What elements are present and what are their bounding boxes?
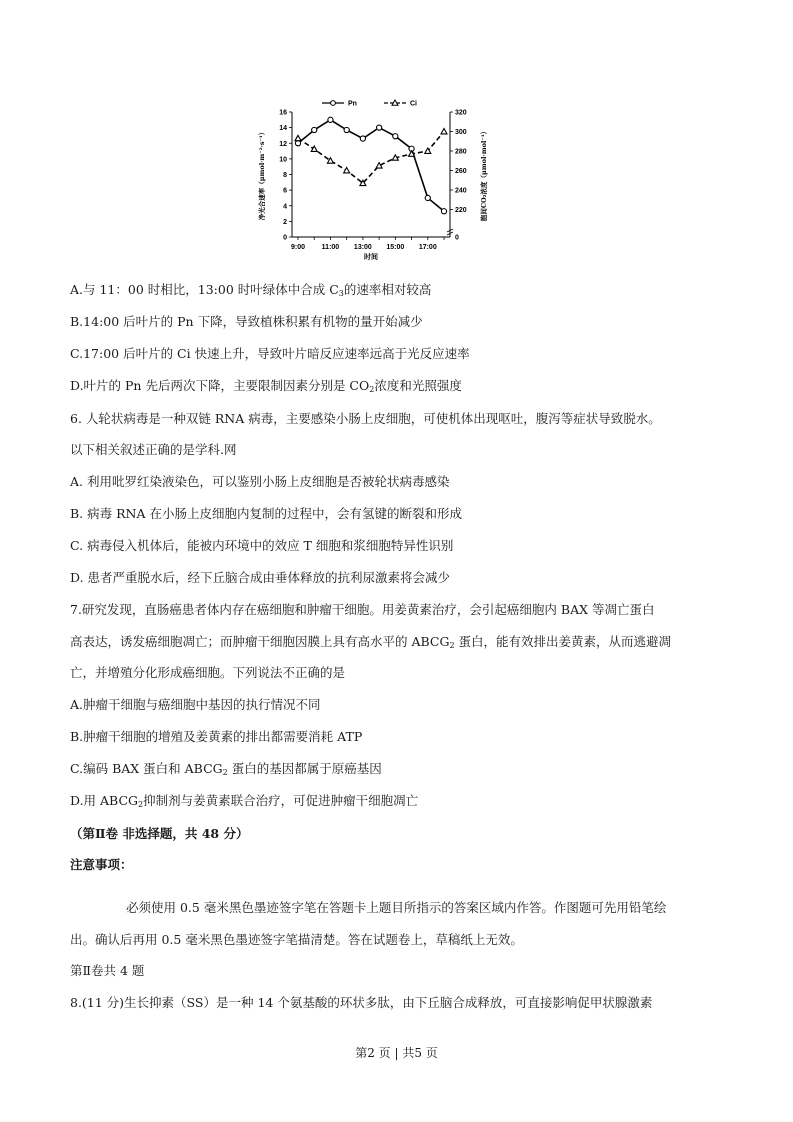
- data-point-Ci: [392, 155, 398, 160]
- text-segment: 蛋白的基因都属于原癌基因: [227, 761, 382, 776]
- text-line: [70, 411, 661, 427]
- data-point-Pn: [360, 136, 365, 141]
- text-segment: （第Ⅱ卷 非选择题，共 48 分）: [70, 826, 249, 841]
- text-line: [70, 346, 470, 362]
- text-segment: A.与 11：00 时相比，13:00 时叶绿体中合成 C: [70, 282, 339, 297]
- x-tick-label: 9:00: [290, 244, 306, 251]
- text-line: [70, 793, 418, 809]
- left-tick-label: 0: [283, 234, 287, 242]
- right-tick-label: 0: [455, 234, 459, 242]
- left-tick-label: 10: [279, 156, 287, 164]
- legend-label-Pn: Pn: [348, 100, 357, 108]
- left-tick-label: 8: [283, 172, 287, 179]
- right-tick-label: 260: [455, 168, 467, 175]
- legend-label-Ci: Ci: [410, 100, 417, 108]
- text-segment: B.肿瘤干细胞的增殖及姜黄素的排出都需要消耗 ATP: [70, 729, 363, 744]
- text-segment: 的速率相对较高: [343, 282, 432, 297]
- x-tick-label: 15:00: [386, 244, 405, 251]
- text-segment: 8.(11 分)生长抑素（SS）是一种 14 个氨基酸的环状多肽，由下丘脑合成释放，可直接影响促甲状腺激素: [70, 995, 653, 1010]
- x-axis-label: 时间: [364, 252, 378, 261]
- text-segment: A. 利用吡罗红染液染色，可以鉴别小肠上皮细胞是否被轮状病毒感染: [70, 474, 450, 489]
- series-line-Ci: [298, 132, 444, 184]
- text-segment: 蛋白，能有效排出姜黄素，从而逃避凋: [454, 634, 672, 649]
- subscript: 3: [338, 289, 344, 298]
- data-point-Ci: [425, 148, 431, 153]
- left-tick-label: 4: [283, 203, 287, 211]
- data-point-Pn: [295, 141, 300, 146]
- left-tick-label: 2: [283, 218, 287, 226]
- text-segment: 出。确认后再用 0.5 毫米黑色墨迹签字笔描清楚。答在试题卷上，草稿纸上无效。: [70, 932, 523, 947]
- text-segment: C.编码 BAX 蛋白和 ABCG: [70, 761, 223, 776]
- data-point-Ci: [441, 129, 447, 134]
- text-line: [70, 729, 362, 745]
- text-segment: 注意事项：: [70, 857, 133, 872]
- text-segment: C. 病毒侵入机体后，能被内环境中的效应 T 细胞和浆细胞特异性识别: [70, 538, 454, 553]
- subscript: 2: [369, 385, 375, 394]
- data-point-Ci: [344, 168, 350, 173]
- left-tick-label: 12: [279, 140, 287, 148]
- text-line: [70, 697, 321, 713]
- data-point-Pn: [393, 134, 398, 139]
- data-point-Pn: [312, 127, 317, 132]
- data-point-Ci: [295, 135, 301, 140]
- text-segment: 必须使用 0.5 毫米黑色墨迹签字笔在答题卡上题目所指示的答案区域内作答。作图题可先用铅笔绘: [126, 900, 667, 915]
- text-line: [70, 602, 655, 618]
- left-axis-label: 净光合速率（μmol·m⁻²·s⁻¹）: [258, 128, 266, 221]
- data-point-Ci: [409, 151, 415, 156]
- text-segment: 浓度和光照强度: [374, 378, 462, 393]
- text-line: [70, 932, 523, 948]
- text-line: [70, 826, 249, 842]
- left-tick-label: 14: [279, 125, 287, 133]
- text-line: [126, 900, 666, 916]
- page-footer: 第2 页 | 共5 页: [355, 1046, 438, 1060]
- data-point-Pn: [441, 209, 446, 214]
- left-tick-label: 16: [279, 109, 287, 117]
- x-tick-label: 11:00: [321, 244, 340, 251]
- text-segment: 第Ⅱ卷共 4 题: [70, 963, 145, 978]
- text-segment: 高表达，诱发癌细胞凋亡；而肿瘤干细胞因膜上具有高水平的 ABCG: [70, 634, 450, 649]
- text-segment: 抑制剂与姜黄素联合治疗，可促进肿瘤干细胞凋亡: [143, 793, 419, 808]
- text-line: [70, 506, 462, 522]
- right-tick-label: 240: [455, 187, 467, 195]
- text-segment: D.用 ABCG: [70, 793, 139, 808]
- text-segment: B. 病毒 RNA 在小肠上皮细胞内复制的过程中，会有氢键的断裂和形成: [70, 506, 462, 521]
- text-segment: C.17:00 后叶片的 Ci 快速上升，导致叶片暗反应速率远高于光反应速率: [70, 346, 470, 361]
- text-line: [70, 378, 462, 394]
- text-line: [70, 963, 144, 979]
- text-line: [70, 282, 431, 298]
- text-line: [70, 442, 236, 458]
- subscript: 2: [449, 641, 455, 650]
- text-segment: D. 患者严重脱水后，经下丘脑合成由垂体释放的抗利尿激素将会减少: [70, 570, 451, 585]
- text-segment: 7.研究发现，直肠癌患者体内存在癌细胞和肿瘤干细胞。用姜黄素治疗，会引起癌细胞内 BAX 等凋亡蛋白: [70, 602, 655, 617]
- right-tick-label: 300: [455, 129, 467, 136]
- data-point-Pn: [344, 127, 349, 132]
- right-tick-label: 320: [455, 109, 467, 117]
- data-point-Pn: [425, 195, 430, 200]
- text-line: [70, 474, 449, 490]
- right-tick-label: 220: [455, 207, 467, 214]
- right-axis-label: 胞间CO₂浓度（μmol·mol⁻¹）: [480, 127, 488, 222]
- photosynthesis-line-chart: [250, 96, 500, 266]
- x-tick-label: 13:00: [353, 244, 372, 251]
- text-line: [70, 665, 345, 681]
- text-segment: 6. 人轮状病毒是一种双链 RNA 病毒，主要感染小肠上皮细胞，可使机体出现呕吐，腹泻等症状导致脱水。: [70, 411, 661, 426]
- text-line: [70, 634, 671, 650]
- legend-marker-Pn: [331, 101, 336, 106]
- series-line-Pn: [298, 120, 444, 211]
- data-point-Ci: [376, 163, 382, 168]
- text-segment: B.14:00 后叶片的 Pn 下降，导致植株积累有机物的量开始减少: [70, 314, 423, 329]
- x-tick-label: 17:00: [418, 244, 437, 251]
- text-segment: D.叶片的 Pn 先后两次下降，主要限制因素分别是 CO: [70, 378, 370, 393]
- left-tick-label: 6: [283, 187, 287, 195]
- text-line: [70, 995, 652, 1011]
- subscript: 2: [222, 768, 228, 777]
- text-segment: 亡，并增殖分化形成癌细胞。下列说法不正确的是: [70, 665, 346, 680]
- text-line: [70, 761, 382, 777]
- right-tick-label: 280: [455, 148, 467, 156]
- text-line: [70, 570, 450, 586]
- data-point-Pn: [377, 125, 382, 130]
- text-line: [70, 538, 453, 554]
- data-point-Pn: [328, 117, 333, 122]
- text-line: [70, 314, 423, 330]
- text-line: [70, 857, 133, 873]
- text-segment: A.肿瘤干细胞与癌细胞中基因的执行情况不同: [70, 697, 321, 712]
- text-segment: 以下相关叙述正确的是学科.网: [70, 442, 237, 457]
- subscript: 2: [138, 800, 144, 809]
